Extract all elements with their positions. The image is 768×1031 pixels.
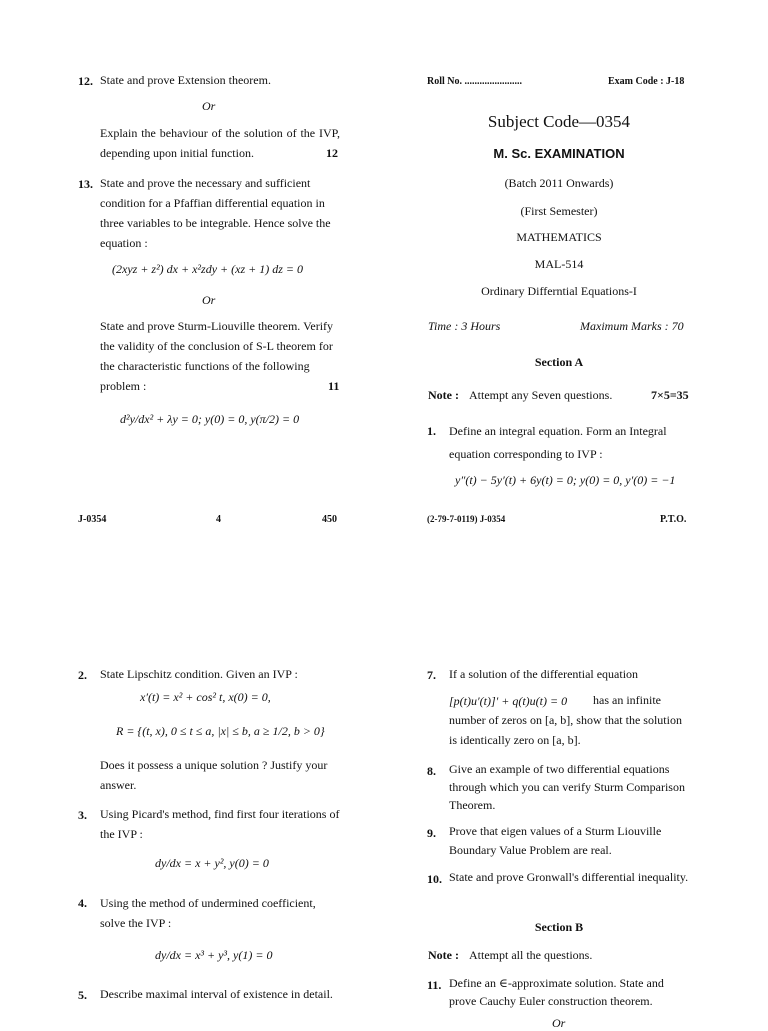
section-heading: Section B	[534, 920, 584, 934]
pto: P.T.O.	[660, 514, 687, 525]
equation: (2xyz + z²) dx + x²zdy + (xz + 1) dz = 0	[112, 262, 303, 276]
question-number: 13.	[78, 177, 93, 191]
equation: [p(t)u′(t)]′ + q(t)u(t) = 0	[449, 694, 568, 708]
question-text: Does it possess a unique solution ? Justify your answer.	[100, 758, 328, 792]
question-text: Describe maximal interval of existence in detail.	[100, 987, 333, 1001]
question-number: 9.	[427, 826, 436, 840]
subject-code: Subject Code—0354	[487, 112, 631, 131]
page-number: 4	[216, 514, 221, 525]
equation: x′(t) = x² + cos² t, x(0) = 0,	[140, 690, 271, 704]
question-number: 2.	[78, 668, 87, 682]
note-label: Note :	[428, 948, 459, 962]
question-text: State and prove Extension theorem.	[100, 73, 271, 87]
exam-code: Exam Code : J-18	[608, 76, 685, 87]
exam-title: M. Sc. EXAMINATION	[493, 146, 625, 161]
question-number: 12.	[78, 74, 93, 88]
max-marks: Maximum Marks : 70	[580, 319, 684, 333]
note-label: Note :	[428, 388, 459, 402]
semester: (First Semester)	[520, 204, 598, 218]
question-number: 10.	[427, 872, 442, 886]
marks: 11	[328, 379, 340, 393]
note-text: Attempt any Seven questions.	[469, 388, 613, 402]
question-text: Define an integral equation. Form an Integral equation corresponding to IVP :	[449, 424, 667, 461]
marks: 12	[326, 146, 338, 160]
footer-count: 450	[322, 514, 337, 525]
subject: MATHEMATICS	[516, 230, 602, 244]
question-number: 11.	[427, 978, 442, 992]
question-text: State Lipschitz condition. Given an IVP :	[100, 667, 298, 681]
footer-code: (2-79-7-0119) J-0354	[427, 514, 506, 524]
equation: dy/dx = x + y², y(0) = 0	[155, 856, 269, 870]
or-label: Or	[552, 1016, 566, 1030]
roll-number: Roll No. .......................	[427, 76, 522, 87]
question-alt-text: Explain the behaviour of the solution of the IVP, depending upon initial function.	[100, 126, 340, 160]
paper-code: MAL-514	[534, 257, 584, 271]
or-label: Or	[202, 99, 216, 113]
question-number: 7.	[427, 668, 436, 682]
question-text: State and prove Gronwall's differential inequality.	[449, 870, 689, 884]
question-text: Give an example of two differential equations through which you can verify Sturm Comparison Theorem.	[449, 762, 685, 812]
batch: (Batch 2011 Onwards)	[504, 176, 614, 190]
question-text: Define an ∈-approximate solution. State and prove Cauchy Euler construction theorem.	[449, 976, 664, 1008]
question-text: Using the method of undermined coefficient, solve the IVP :	[100, 896, 316, 930]
question-number: 1.	[427, 424, 436, 438]
question-alt-text: State and prove Sturm-Liouville theorem. Verify the validity of the conclusion of S-L theorem for the characteristic functions of the following problem :	[100, 319, 334, 393]
equation: d²y/dx² + λy = 0; y(0) = 0, y(π/2) = 0	[120, 412, 300, 426]
equation: dy/dx = x³ + y³, y(1) = 0	[155, 948, 273, 962]
equation: R = {(t, x), 0 ≤ t ≤ a, |x| ≤ b, a ≥ 1/2, b > 0}	[116, 724, 325, 738]
question-number: 5.	[78, 988, 87, 1002]
section-heading: Section A	[534, 355, 584, 369]
note-text: Attempt all the questions.	[469, 948, 593, 962]
question-text: Using Picard's method, find first four iterations of the IVP :	[100, 807, 340, 841]
equation: y″(t) − 5y′(t) + 6y(t) = 0; y(0) = 0, y′(0) = −1	[455, 473, 676, 487]
question-text: If a solution of the differential equation	[449, 667, 639, 681]
note-marks: 7×5=35	[651, 388, 689, 402]
time: Time : 3 Hours	[428, 319, 501, 333]
question-number: 8.	[427, 764, 436, 778]
or-label: Or	[202, 293, 216, 307]
question-text: Prove that eigen values of a Sturm Liouville Boundary Value Problem are real.	[449, 824, 662, 857]
question-text: State and prove the necessary and sufficient condition for a Pfaffian differential equation in three variables to be integrable. Hence solve the equation :	[100, 176, 331, 250]
footer-code: J-0354	[78, 514, 107, 525]
question-number: 3.	[78, 808, 87, 822]
paper-title: Ordinary Differntial Equations-I	[481, 284, 637, 298]
question-number: 4.	[78, 896, 87, 910]
question-text: has an infinite number of zeros on [a, b], show that the solution is identically zero on [a, b].	[449, 693, 682, 747]
